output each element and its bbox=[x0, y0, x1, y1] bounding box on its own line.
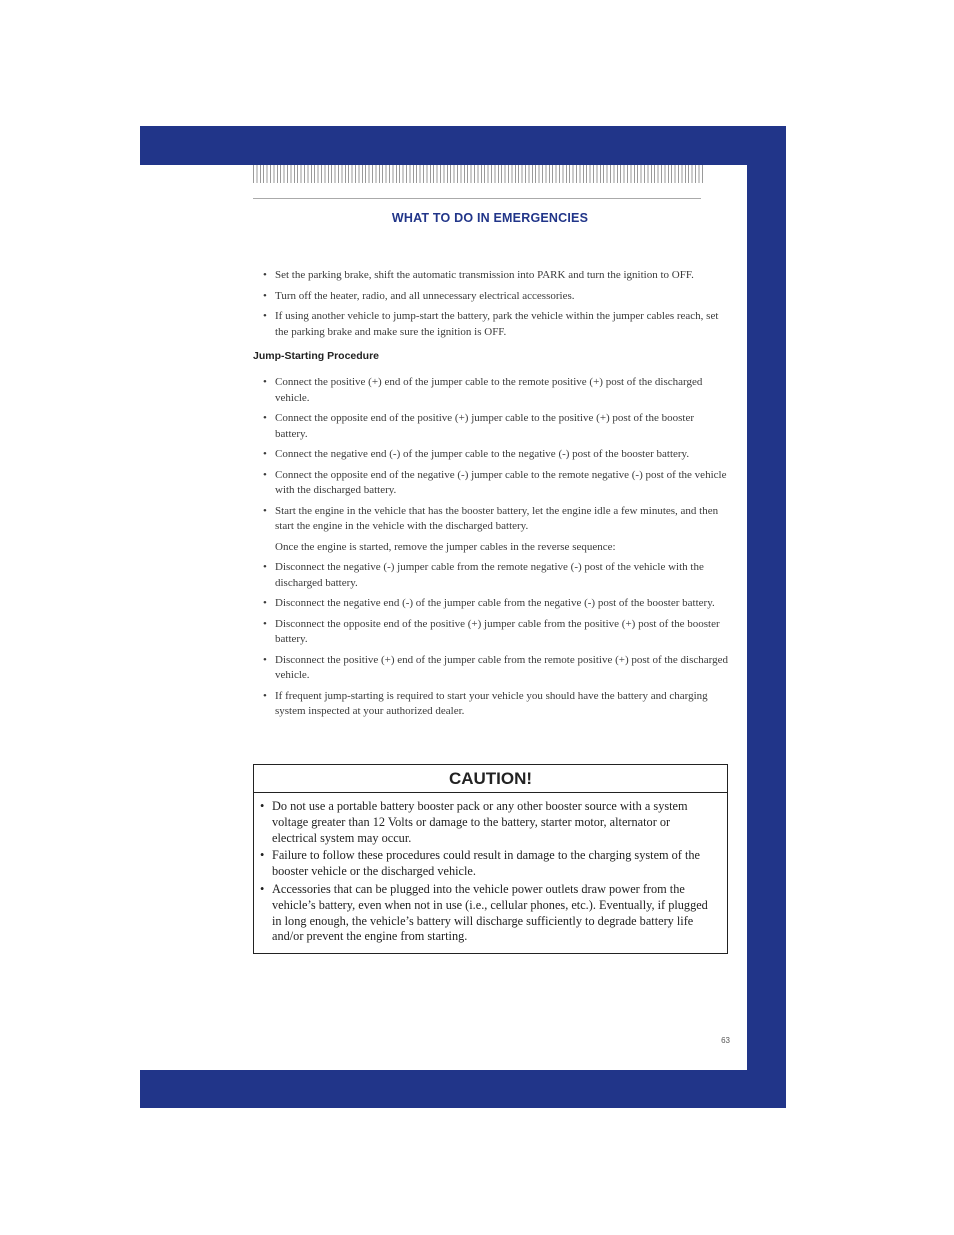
caution-item: • Do not use a portable battery booster pack or any other booster source with a system voltage greater than 12 Volts or damage to the battery, starter motor, alternator or electrical system may occur. bbox=[260, 799, 713, 846]
list-item: • Connect the positive (+) end of the jumper cable to the remote positive (+) post of the discharged vehicle. bbox=[253, 375, 728, 406]
list-item: • Turn off the heater, radio, and all unnecessary electrical accessories. bbox=[253, 289, 728, 305]
list-item: • Start the engine in the vehicle that has the booster battery, let the engine idle a few minutes, and then start the engine in the vehicle with the discharged battery. bbox=[253, 504, 728, 535]
list-item: • Connect the opposite end of the positive (+) jumper cable to the positive (+) post of the booster battery. bbox=[253, 411, 728, 442]
page-number: 63 bbox=[721, 1036, 730, 1045]
list-item: • If frequent jump-starting is required to start your vehicle you should have the battery and charging system inspected at your authorized dealer. bbox=[253, 689, 728, 720]
section-title: WHAT TO DO IN EMERGENCIES bbox=[391, 211, 589, 225]
caution-box bbox=[253, 764, 728, 954]
connect-steps-list bbox=[253, 375, 728, 720]
caution-title: CAUTION! bbox=[254, 765, 727, 793]
list-item: • Disconnect the opposite end of the positive (+) jumper cable from the positive (+) post of the booster battery. bbox=[253, 617, 728, 648]
caution-item: • Failure to follow these procedures could result in damage to the charging system of the booster vehicle or the discharged vehicle. bbox=[260, 848, 713, 880]
decorative-tick-ruler bbox=[253, 165, 703, 183]
list-item: • Disconnect the negative (-) jumper cable from the remote negative (-) post of the vehicle with the discharged battery. bbox=[253, 560, 728, 591]
preparation-list bbox=[253, 268, 728, 340]
caution-list bbox=[254, 793, 727, 945]
procedure-heading: Jump-Starting Procedure bbox=[253, 350, 380, 362]
list-item: • Set the parking brake, shift the automatic transmission into PARK and turn the ignition to OFF. bbox=[253, 268, 728, 284]
list-item: • Disconnect the negative end (-) of the jumper cable from the negative (-) post of the booster battery. bbox=[253, 596, 728, 612]
reverse-sequence-note: Once the engine is started, remove the jumper cables in the reverse sequence: bbox=[275, 540, 616, 553]
list-item: • Disconnect the positive (+) end of the jumper cable from the remote positive (+) post of the discharged vehicle. bbox=[253, 653, 728, 684]
header-divider bbox=[253, 198, 701, 199]
list-item: • Connect the opposite end of the negative (-) jumper cable to the remote negative (-) post of the vehicle with the discharged battery. bbox=[253, 468, 728, 499]
list-item: • Connect the negative end (-) of the jumper cable to the negative (-) post of the booster battery. bbox=[253, 447, 728, 463]
caution-item: • Accessories that can be plugged into the vehicle power outlets draw power from the vehicle’s battery, even when not in use (i.e., cellular phones, etc.). Eventually, if plugged in long enough, the vehicle’s battery will discharge sufficiently to degrade battery life and/or prevent the engine from starting. bbox=[260, 882, 713, 945]
list-item: • If using another vehicle to jump-start the battery, park the vehicle within the jumper cables reach, set the parking brake and make sure the ignition is OFF. bbox=[253, 309, 728, 340]
